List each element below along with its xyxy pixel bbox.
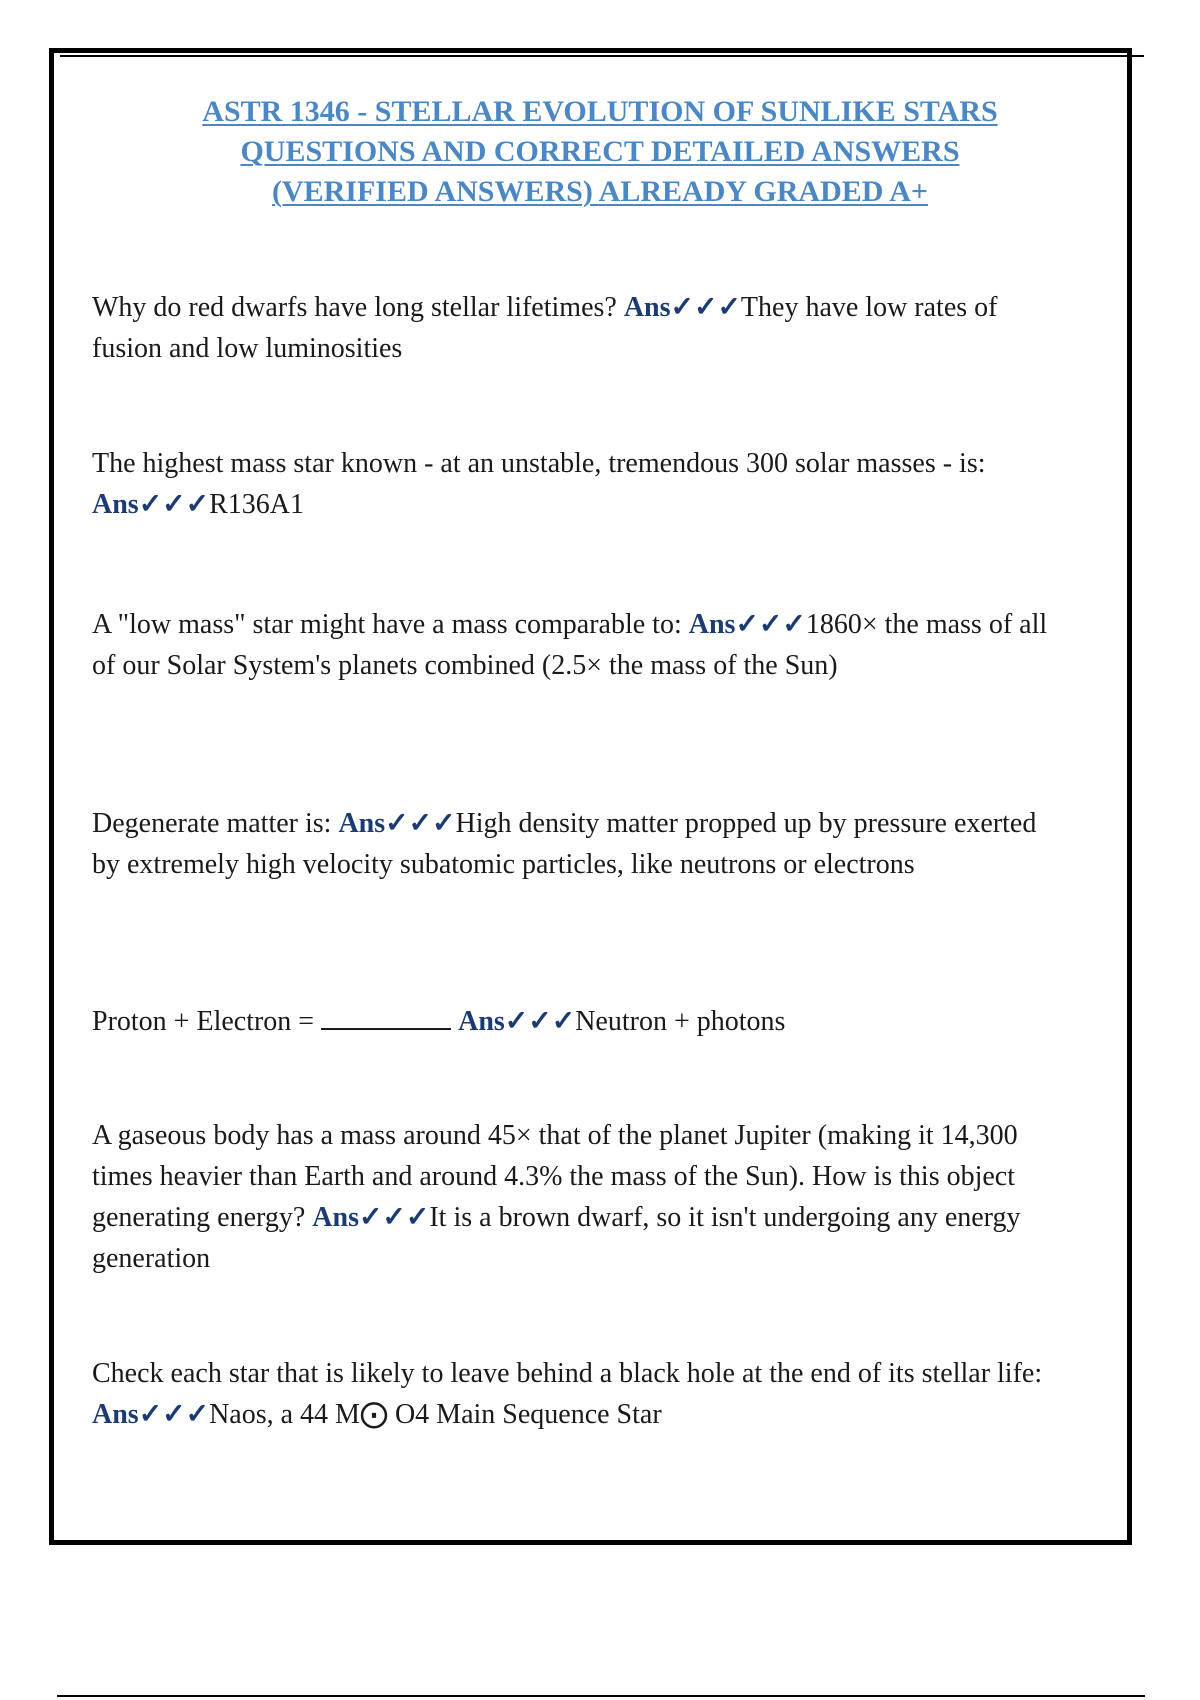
question-text: A "low mass" star might have a mass comparable to: [92,609,689,640]
question-text: Check each star that is likely to leave behind a black hole at the end of its stellar life: [92,1358,1043,1389]
qa-item-2 [92,443,1052,525]
bottom-rule [57,1695,1145,1697]
qa-item-3 [92,604,1052,686]
qa-item-7 [92,1353,1052,1435]
question-text: A gaseous body has a mass around 45× that of the planet Jupiter (making it 14,300 times heavier than Earth and around 4.3% the mass of the Sun). How is this object generating energy? [92,1120,1018,1233]
answer-marker: Ans✓✓✓ [338,808,456,839]
answer-marker: Ans✓✓✓ [312,1202,430,1233]
answer-marker: Ans✓✓✓ [92,1399,210,1430]
title-line-2: QUESTIONS AND CORRECT DETAILED ANSWERS [240,135,960,168]
question-text: Proton + Electron = [92,1006,322,1037]
question-text: Degenerate matter is: [92,808,339,839]
question-text: Why do red dwarfs have long stellar lifetimes? [92,292,624,323]
qa-item-6 [92,1115,1052,1279]
answer-text: Naos, a 44 M⨀ O4 Main Sequence Star [209,1399,662,1430]
answer-marker: Ans✓✓✓ [623,292,741,323]
qa-item-1 [92,287,1052,369]
frame-top-rule [60,55,1144,57]
title-line-3: (VERIFIED ANSWERS) ALREADY GRADED A+ [271,175,929,208]
document-title [0,92,1200,212]
fill-in-blank [321,1002,451,1030]
answer-text: They have low rates of fusion and low luminosities [92,292,998,364]
answer-marker: Ans✓✓✓ [92,489,210,520]
answer-text: R136A1 [209,489,304,520]
qa-item-5 [92,1001,1052,1042]
answer-text: It is a brown dwarf, so it isn't undergoing any energy generation [92,1202,1021,1274]
answer-marker: Ans✓✓✓ [458,1006,576,1037]
answer-text: Neutron + photons [575,1006,786,1037]
answer-marker: Ans✓✓✓ [688,609,806,640]
title-line-1: ASTR 1346 - STELLAR EVOLUTION OF SUNLIKE STARS [202,95,998,128]
page-frame [49,48,1132,1545]
answer-text: High density matter propped up by pressure exerted by extremely high velocity subatomic particles, like neutrons or electrons [92,808,1037,880]
question-text: The highest mass star known - at an unstable, tremendous 300 solar masses - is: [92,448,986,479]
qa-item-4 [92,803,1052,885]
answer-text: 1860× the mass of all of our Solar System's planets combined (2.5× the mass of the Sun) [92,609,1048,681]
